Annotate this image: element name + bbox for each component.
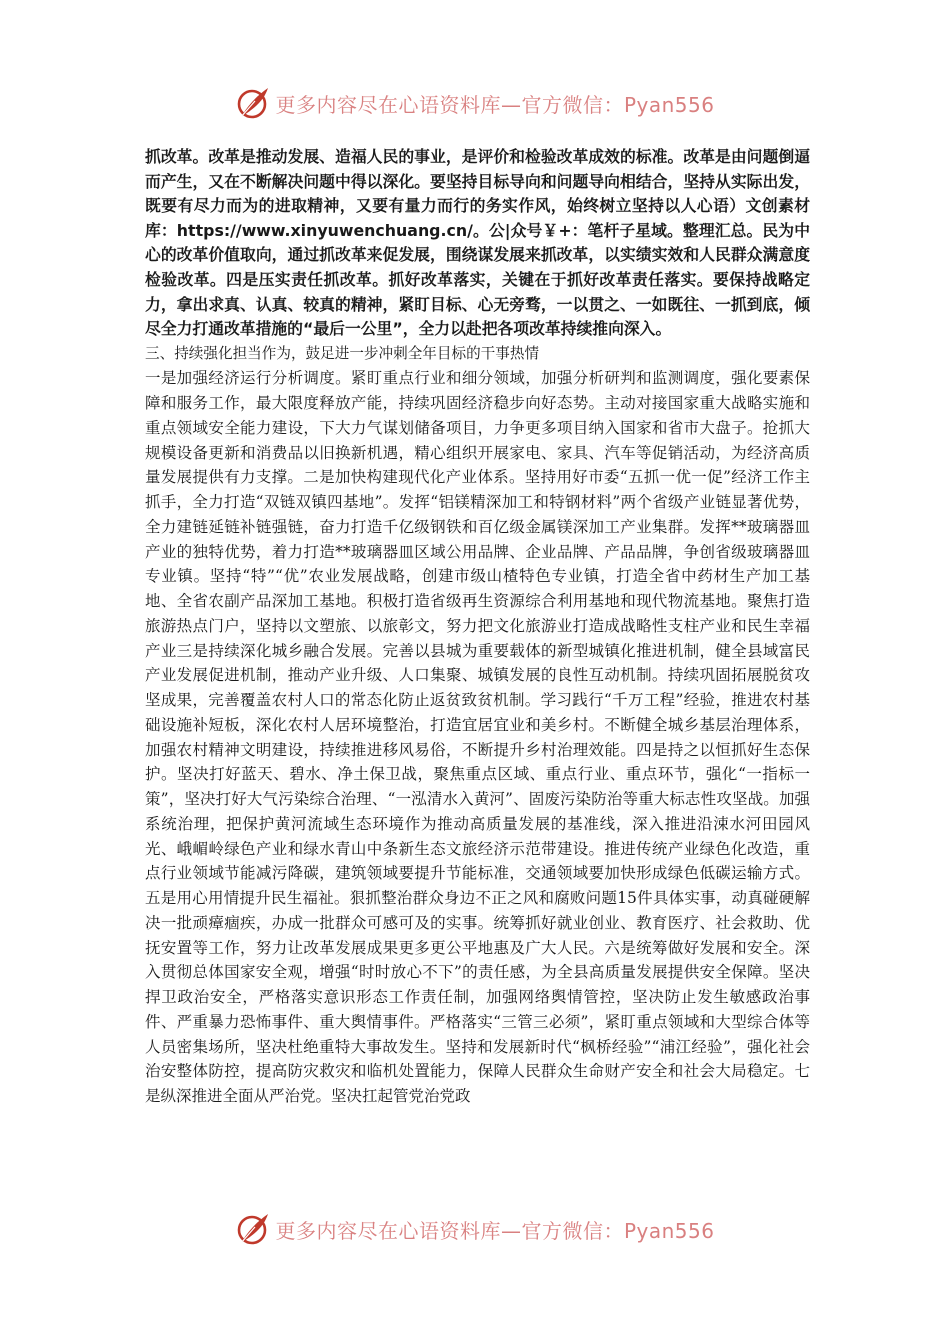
body-paragraph: 一是加强经济运行分析调度。紧盯重点行业和细分领域，加强分析研判和监测调度，强化要素保障和服务工作，最大限度释放产能，持续巩固经济稳步向好态势。主动对接国家重大战略实施和重点领域安全能力建设，下大力气谋划储备项目，力争更多项目纳入国家和省市大盘子。抢抓大规模设备更新和消费品以旧换新机遇，精心组织开展家电、家具、汽车等促销活动，为经济高质量发展提供有力支撑。二是加快构建现代化产业体系。坚持用好市委“五抓一优一促”经济工作主抓手，全力打造“双链双镇四基地”。发挥“铝镁精深加工和特钢材料”两个省级产业链显著优势，全力建链延链补链强链，奋力打造千亿级钢铁和百亿级金属镁深加工产业集群。发挥**玻璃器皿产业的独特优势，着力打造**玻璃器皿区域公用品牌、企业品牌、产品品牌，争创省级玻璃器皿专业镇。坚持“特”“优”农业发展战略，创建市级山楂特色专业镇，打造全省中药材生产加工基地、全省农副产品深加工基地。积极打造省级再生资源综合利用基地和现代物流基地。聚焦打造旅游热点门户，坚持以文塑旅、以旅彰文，努力把文化旅游业打造成战略性支柱产业和民生幸福产业三是持续深化城乡融合发展。完善以县城为重要载体的新型城镇化推进机制，健全县域富民产业发展促进机制，推动产业升级、人口集聚、城镇发展的良性互动机制。持续巩固拓展脱贫攻坚成果，完善覆盖农村人口的常态化防止返贫致贫机制。学习践行“千万工程”经验，推进农村基础设施补短板，深化农村人居环境整治，打造宜居宜业和美乡村。不断健全城乡基层治理体系，加强农村精神文明建设，持续推进移风易俗，不断提升乡村治理效能。四是持之以恒抓好生态保护。坚决打好蓝天、碧水、净土保卫战，聚焦重点区域、重点行业、重点环节，强化“一指标一策”，坚决打好大气污染综合治理、“一泓清水入黄河”、固废污染防治等重大标志性攻坚战。加强系统治理，把保护黄河流域生态环境作为推动高质量发展的基准线，深入推进沿涑水河田园风光、峨嵋岭绿色产业和绿水青山中条新生态文旅经济示范带建设。推进传统产业绿色化改造，重点行业领域节能减污降碳，建筑领域要提升节能标准，交通领域要加快形成绿色低碳运输方式。五是用心用情提升民生福祉。狠抓整治群众身边不正之风和腐败问题15件具体实事，动真碰硬解决一批顽瘴痼疾，办成一批群众可感可及的实事。统筹抓好就业创业、教育医疗、社会救助、优抚安置等工作，努力让改革发展成果更多更公平地惠及广大人民。六是统筹做好发展和安全。深入贯彻总体国家安全观，增强“时时放心不下”的责任感，为全县高质量发展提供安全保障。坚决捍卫政治安全，严格落实意识形态工作责任制，加强网络舆情管控，坚决防止发生敏感政治事件、严重暴力恐怖事件、重大舆情事件。严格落实“三管三必须”，紧盯重点领域和大型综合体等人员密集场所，坚决杜绝重特大事故发生。坚持和发展新时代“枫桥经验”“浦江经验”，强化社会治安整体防控，提高防灾救灾和临机处置能力，保障人民群众生命财产安全和社会大局稳定。七是纵深推进全面从严治党。坚决扛起管党治党政 [145, 369, 810, 1106]
header-banner [0, 80, 950, 126]
feather-pen-circle-icon [235, 85, 271, 121]
header-banner-inner [235, 85, 714, 121]
footer-banner [0, 1206, 950, 1252]
footer-banner-inner [235, 1211, 714, 1247]
section-heading: 三、持续强化担当作为，鼓足进一步冲刺全年目标的干事热情 [145, 344, 540, 362]
feather-pen-circle-icon [235, 1211, 271, 1247]
bold-paragraph: 抓改革。改革是推动发展、造福人民的事业，是评价和检验改革成效的标准。改革是由问题倒逼而产生，又在不断解决问题中得以深化。要坚持目标导向和问题导向相结合，坚持从实际出发，既要有尽力而为的进取精神，又要有量力而行的务实作风，始终树立坚持以人心语）文创素材库：https://www.xinyuwenchuang.cn/。公|众号￥+：笔杆子星域。整理汇总。民为中心的改革价值取向，通过抓改革来促发展，围绕谋发展来抓改革，以实绩实效和人民群众满意度检验改革。四是压实责任抓改革。抓好改革落实，关键在于抓好改革责任落实。要保持战略定力，拿出求真、认真、较真的精神，紧盯目标、心无旁骛，一以贯之、一如既往、一抓到底，倾尽全力打通改革措施的“最后一公里”，全力以赴把各项改革持续推向深入。 [145, 147, 810, 339]
header-banner-text: 更多内容尽在心语资料库—官方微信：Pyan556 [275, 92, 715, 117]
footer-banner-text: 更多内容尽在心语资料库—官方微信：Pyan556 [275, 1218, 715, 1243]
document-body [145, 145, 810, 1109]
